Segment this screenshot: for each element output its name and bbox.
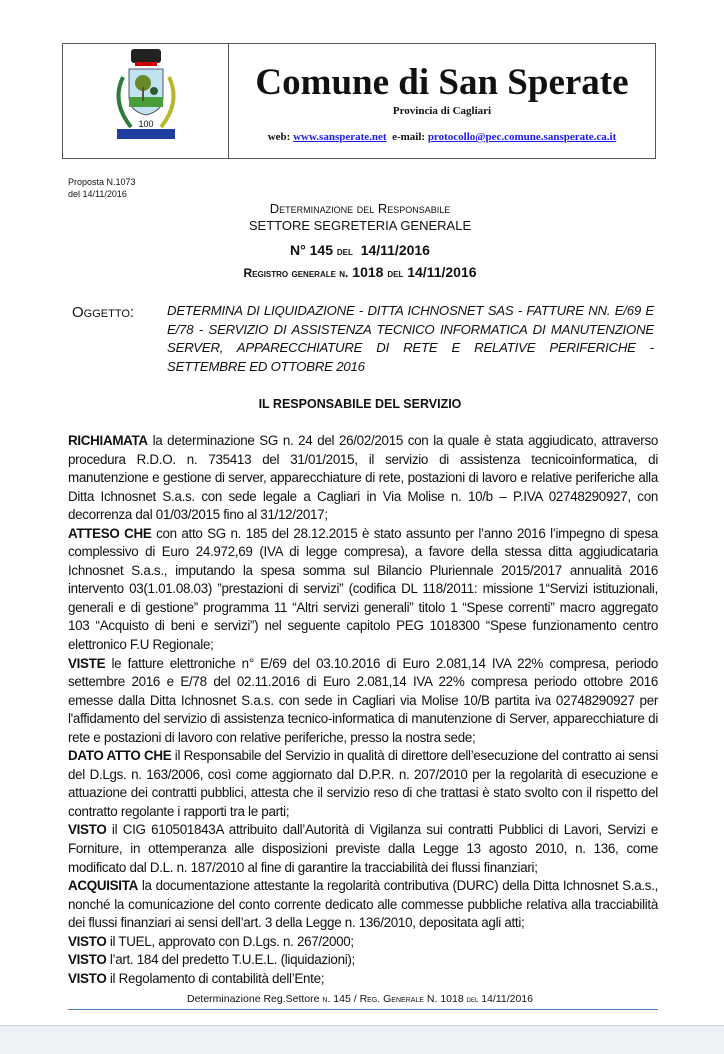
proposta-number: Proposta N.1073 [68, 177, 136, 187]
registro-generale [62, 262, 658, 284]
footer-registro-number: N. 1018 [423, 993, 467, 1006]
footer-date: 14/11/2016 [478, 993, 533, 1006]
determination-type: Determinazione del Responsabile [269, 201, 451, 216]
paragraph-text: con atto SG n. 185 del 28.12.2015 è stato assunto per l’anno 2016 l’impegno di spesa complessivo di Euro 24.972,69 (IVA di legge compresa), a favore della stessa ditta aggiudicataria Ichnosnet S.a.s., imputando la spesa somma sul Bilancio Pluriennale 2015/2017 annualità 2016 intervento 03(1.01.08.03) ”prestazioni di servizi” (codifica DL 118/2011: missione 1“Servizi istituzionali, generali e di gestione” programma 11 “Altri servizi generali” titolo 1 “Spese correnti” macro aggregato 103 “Acquisto di beni e servizi”) nel seguente capitolo PEG 1018300 “Spese funzionamento centro elettronico F.U Regionale; [68, 525, 658, 653]
number: 145 [309, 242, 333, 258]
paragraph [68, 951, 658, 970]
del-label: del [336, 246, 353, 258]
footer-rule [68, 1009, 658, 1010]
paragraph-keyword: VISTO [68, 970, 107, 986]
paragraph [68, 525, 658, 655]
registro-label: Registro generale n. [243, 266, 349, 280]
paragraph-text: la determinazione SG n. 24 del 26/02/2015 con la quale è stata aggiudicato, attraverso procedura R.D.O. n. 735413 del 31/01/2015, il servizio di assistenza tecnicoinformatica, di manutenzione e gestione di server, apparecchiature di rete, postazioni di lavoro e relative periferiche alla Ditta Ichnosnet S.a.s. con sede legale a Cagliari in Via Molise n. 10/b – P.IVA 02748290927, con decorrenza dal 01/03/2015 fino al 31/12/2017; [68, 433, 658, 523]
paragraph-keyword: ACQUISITA [68, 878, 138, 894]
paragraph [68, 970, 658, 989]
contact-line [229, 130, 655, 144]
paragraph [68, 747, 658, 821]
del-label: del [387, 268, 404, 280]
sector: SETTORE SEGRETERIA GENERALE [248, 218, 472, 233]
footer-del: del [466, 994, 479, 1005]
section-heading: IL RESPONSABILE DEL SERVIZIO [258, 397, 462, 411]
email-link[interactable]: protocollo@pec.comune.sansperate.ca.it [427, 131, 617, 143]
document-content [62, 176, 658, 1054]
page-footer [62, 992, 658, 1006]
registro-number: 1018 [352, 264, 384, 280]
proposta-info [68, 176, 658, 200]
date: 14/11/2016 [360, 242, 430, 258]
svg-text:100: 100 [137, 119, 154, 129]
paragraph-text: l’art. 184 del predetto T.U.E.L. (liquidazioni); [106, 952, 355, 968]
coat-of-arms-logo [63, 44, 229, 158]
paragraph [68, 821, 658, 877]
paragraph-text: la documentazione attestante la regolarità contributiva (DURC) della Ditta Ichnosnet S.a.s., nonché la comunicazione del conto corrente dedicato alle commesse pubbliche relativa alla tracciabilità dei flussi finanziari ai sensi dell’art. 3 della Legge n. 136/2010, depositata agli atti; [68, 878, 658, 931]
email-label: e-mail: [392, 131, 426, 143]
footer-settore-number: 145 / [330, 993, 360, 1006]
municipality-title: Comune di San Sperate [255, 62, 629, 103]
footer-prefix: Determinazione Reg.Settore [187, 993, 323, 1006]
paragraph-text: le fatture elettroniche n° E/69 del 03.10.2016 di Euro 2.081,14 IVA 22% compresa, periodo settembre 2016 e E/78 del 02.11.2016 di Euro 2.081,14 IVA 22% compresa periodo ottobre 2016 emesse dalla Ditta Ichnosnet S.a.s. con sede in Cagliari via Molise 10/B partita iva 02748290927 per l'affidamento del servizio di assistenza tecnico-informatica di manutenzione di Server, apparecchiature di rete e postazioni di lavoro con relative periferiche, presso la nostra sede; [68, 655, 658, 745]
website-link[interactable]: www.sansperate.net [293, 131, 387, 143]
paragraph-keyword: ATTESO CHE [68, 525, 152, 541]
paragraph [68, 933, 658, 952]
paragraph-keyword: DATO ATTO CHE [68, 748, 172, 764]
paragraph-keyword: RICHIAMATA [68, 433, 148, 448]
proposta-date: del 14/11/2016 [68, 189, 127, 199]
paragraph-keyword: VISTO [68, 822, 107, 838]
paragraph-text: il TUEL, approvato con D.Lgs. n. 267/2000; [106, 933, 354, 949]
province: Provincia di Cagliari [392, 105, 492, 117]
determination-number [62, 240, 658, 262]
paragraph [68, 432, 658, 525]
registro-date: 14/11/2016 [407, 264, 477, 280]
paragraph-keyword: VISTO [68, 933, 107, 949]
number-prefix: N° [290, 242, 306, 258]
paragraph-text: il Responsabile del Servizio in qualità di direttore dell’esecuzione del contratto ai sensi del D.Lgs. n. 163/2006, così come aggiornato dal D.P.R. n. 207/2010 per la regolarità di esecuzione e attuazione dei contratti pubblici, attesta che il servizio reso di che trattasi è stato svolto con il rispetto del contratto regolante i rapporti tra le parti; [68, 748, 658, 819]
footer-n: n. [322, 993, 331, 1006]
letterhead [62, 43, 656, 159]
document-body [68, 432, 658, 988]
oggetto-text: DETERMINA DI LIQUIDAZIONE - DITTA ICHNOSNET SAS - FATTURE NN. E/69 E E/78 - SERVIZIO DI ASSISTENZA TECNICO INFORMATICA DI MANUTENZIONE SERVER, APPARECCHIATURE DI RETE E RELATIVE PERIFERICHE - SETTEMBRE ED OTTOBRE 2016 [167, 303, 654, 374]
paragraph-keyword: VISTE [68, 655, 106, 671]
paragraph-text: il CIG 610501843A attribuito dall’Autorità di Vigilanza sui contratti Pubblici di Lavori, Servizi e Forniture, in ottemperanza alle disposizioni previste dalla Legge 13 agosto 2010, n. 136, come modificato dal D.L. n. 187/2010 al fine di garantire la tracciabilità dei flussi finanziari; [68, 822, 658, 875]
paragraph-text: il Regolamento di contabilità dell’Ente; [106, 970, 325, 986]
oggetto-label: Oggetto: [72, 304, 135, 321]
paragraph-keyword: VISTO [68, 952, 107, 968]
paragraph [68, 877, 658, 933]
page-gap [0, 1025, 724, 1054]
web-label: web: [267, 131, 291, 143]
oggetto [62, 302, 658, 376]
footer-reg-label: Reg. Generale [359, 993, 424, 1006]
paragraph [68, 655, 658, 748]
